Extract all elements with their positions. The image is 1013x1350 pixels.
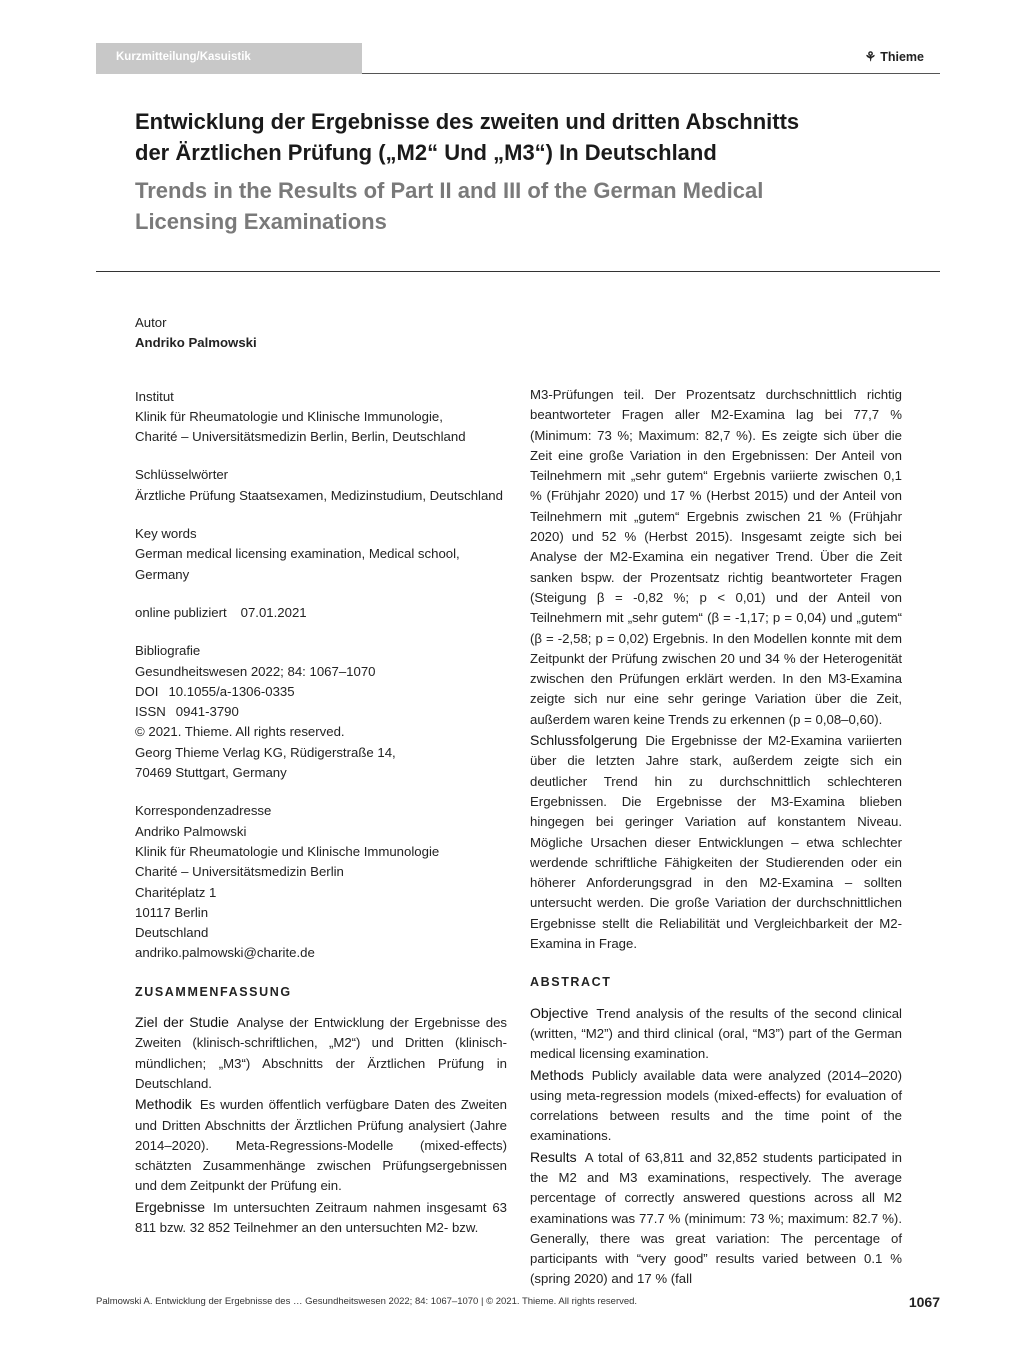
online-label: online publiziert bbox=[135, 604, 227, 620]
correspondence-line4: 10117 Berlin bbox=[135, 904, 209, 920]
objective-text: Trend analysis of the results of the second clinical (written, “M2”) and third clinical (oral, “M3”) part of the German medical licensing examination. bbox=[530, 1005, 902, 1062]
publisher-brand bbox=[865, 49, 924, 65]
schluesselwoerter-block bbox=[135, 465, 507, 506]
keywords-line2: Germany bbox=[135, 566, 190, 582]
publisher-address-line2: 70469 Stuttgart, Germany bbox=[135, 765, 287, 781]
right-column bbox=[530, 385, 902, 1290]
title-english bbox=[135, 175, 895, 237]
correspondence-line5: Deutschland bbox=[135, 925, 209, 941]
thieme-logo-icon: ⚘ bbox=[864, 49, 877, 64]
correspondence-label: Korrespondenzadresse bbox=[135, 803, 272, 819]
results-text: A total of 63,811 and 32,852 students participated in the M2 and M3 examinations, respectively. The average percentage of correctly answered questions across all M2 examinations was 77.7 % (minimum: 73 %; maximum: 82.7 %). Generally, there was great variation: The percentage of participants with “very good” results varied between 0.1 % (spring 2020) and 17 % (fall bbox=[530, 1149, 902, 1287]
methods-label: Methods bbox=[530, 1066, 584, 1083]
title-german bbox=[135, 106, 895, 168]
title-german-line2: der Ärztlichen Prüfung („M2“ Und „M3“) In Deutschland bbox=[135, 140, 717, 165]
schluesselwoerter-label: Schlüsselwörter bbox=[135, 467, 229, 483]
title-german-line1: Entwicklung der Ergebnisse des zweiten und dritten Abschnitts bbox=[135, 109, 800, 134]
journal-citation: Gesundheitswesen 2022; 84: 1067–1070 bbox=[135, 663, 376, 679]
ergebnisse-continuation: M3-Prüfungen teil. Der Prozentsatz durchschnittlich richtig beantworteter Fragen aller M2-Examina lag bei 77,7 % (Minimum: 73 %; Maximum: 82,7 %). Es zeigte sich über die Zeit eine große Variation in den Ergebnissen: Der Anteil von Teilnehmern mit „sehr gutem“ Ergebnis variierte zwischen 0,1 % (Frühjahr 2020) und 17 % (Herbst 2015) und der Anteil von Teilnehmern mit „gutem“ Ergebnis zwischen 21 % (Frühjahr 2020) und 52 % (Herbst 2015). Insgesamt zeigte sich bei Analyse der M2-Examina ein negativer Trend. Über die Zeit sanken bspw. der Prozentsatz richtig beantworteter Fragen (Steigung β = -0,82 %; p < 0,01) und der Anteil von Teilnehmern mit „sehr gutem“ (β = -1,17; p = 0,04) und „gutem“ (β = -2,58; p = 0,02) Ergebnis. In den Modellen konnte mit dem Zeitpunkt der Prüfung zwischen 20 und 34 % der Heterogenität zwischen den Prüfungen erklärt werden. In den M3-Examina zeigte sich nur eine sehr geringe Variation über die Zeit, außerdem waren keine Trends zu erkennen (p = 0,08–0,60). bbox=[530, 387, 902, 727]
methods-text: Publicly available data were analyzed (2014–2020) using meta-regression models (mixed-effects) for evaluation of correlations between results and the time point of the examinations. bbox=[530, 1067, 902, 1144]
ziel-paragraph bbox=[135, 1012, 507, 1094]
institute-label: Institut bbox=[135, 388, 174, 404]
ergebnisse-paragraph bbox=[135, 1197, 507, 1239]
institute-block bbox=[135, 387, 507, 448]
issn-label: ISSN bbox=[135, 704, 166, 720]
issn-value: 0941-3790 bbox=[175, 704, 239, 720]
publisher-address-line1: Georg Thieme Verlag KG, Rüdigerstraße 14, bbox=[135, 744, 396, 760]
zusammenfassung-heading: ZUSAMMENFASSUNG bbox=[135, 984, 292, 999]
header-rule bbox=[362, 73, 940, 74]
correspondence-name: Andriko Palmowski bbox=[135, 823, 247, 839]
title-english-line2: Licensing Examinations bbox=[135, 209, 387, 234]
title-rule bbox=[96, 271, 940, 272]
results-label: Results bbox=[530, 1148, 577, 1165]
ziel-text: Analyse der Entwicklung der Ergebnisse des Zweiten (klinisch-schriftlichen, „M2“) und Dritten (klinisch-mündlichen; „M3“) Abschnitts der Ärztlichen Prüfung in Deutschland. bbox=[135, 1015, 507, 1091]
page-number: 1067 bbox=[908, 1294, 940, 1310]
keywords-block bbox=[135, 524, 507, 585]
correspondence-block bbox=[135, 801, 507, 963]
abstract-heading: ABSTRACT bbox=[530, 975, 612, 990]
online-published bbox=[135, 603, 507, 623]
publisher-name: Thieme bbox=[880, 50, 924, 64]
schluss-paragraph bbox=[530, 730, 902, 954]
methods-paragraph bbox=[530, 1065, 902, 1147]
objective-paragraph bbox=[530, 1003, 902, 1065]
bibliografie-label: Bibliografie bbox=[135, 643, 201, 659]
left-column bbox=[135, 313, 507, 1238]
correspondence-line3: Charitéplatz 1 bbox=[135, 884, 217, 900]
keywords-line1: German medical licensing examination, Medical school, bbox=[135, 546, 460, 562]
methodik-text: Es wurden öffentlich verfügbare Daten des Zweiten und Dritten Abschnitts der Ärztlichen Prüfung analysiert (Jahre 2014–2020). Meta-Regressions-Modelle (mixed-effects) schätzten Zusammenhänge zwischen Prüfungsergebnissen und dem Zeitpunkt der Prüfung ein. bbox=[135, 1097, 507, 1194]
keywords-label: Key words bbox=[135, 526, 197, 542]
objective-label: Objective bbox=[530, 1004, 589, 1021]
institute-line1: Klinik für Rheumatologie und Klinische Immunologie, bbox=[135, 408, 443, 424]
correspondence-email[interactable]: andriko.palmowski@charite.de bbox=[135, 945, 315, 961]
ergebnisse-label: Ergebnisse bbox=[135, 1198, 206, 1215]
online-date: 07.01.2021 bbox=[240, 604, 307, 620]
title-english-line1: Trends in the Results of Part II and III of the German Medical bbox=[135, 178, 764, 203]
correspondence-line1: Klinik für Rheumatologie und Klinische Immunologie bbox=[135, 843, 440, 859]
ziel-label: Ziel der Studie bbox=[135, 1014, 229, 1031]
institute-line2: Charité – Universitätsmedizin Berlin, Berlin, Deutschland bbox=[135, 429, 466, 445]
author-name: Andriko Palmowski bbox=[135, 335, 257, 351]
ergebnisse-text: Im untersuchten Zeitraum nahmen insgesamt 63 811 bzw. 32 852 Teilnehmer an den untersuchten M2- bzw. bbox=[135, 1199, 507, 1235]
bibliografie-block bbox=[135, 641, 507, 783]
author-label: Autor bbox=[135, 315, 167, 330]
correspondence-line2: Charité – Universitätsmedizin Berlin bbox=[135, 864, 344, 880]
author-block bbox=[135, 313, 507, 354]
methodik-paragraph bbox=[135, 1094, 507, 1196]
results-paragraph bbox=[530, 1147, 902, 1290]
methodik-label: Methodik bbox=[135, 1096, 192, 1113]
schluesselwoerter-text: Ärztliche Prüfung Staatsexamen, Medizinstudium, Deutschland bbox=[135, 487, 503, 503]
section-tag: Kurzmitteilung/Kasuistik bbox=[96, 43, 362, 74]
doi-label: DOI bbox=[135, 683, 159, 699]
schluss-text: Die Ergebnisse der M2-Examina variierten über die letzten Jahre stark, außerdem zeigte sich ein deutlicher Trend hin zu durchschnittlich schlechteren Ergebnissen. Die Ergebnisse der M3-Examina blieben hingegen bei geringer Variation auf konstantem Niveau. Mögliche Ursachen dieser Entwicklungen – etwa schlechter werdende schriftliche Fähigkeiten der Studierenden oder ein höherer Anforderungsgrad in den M2-Examina – sollten untersucht werden. Die große Variation der durchschnittlichen Ergebnisse stellt die Reliabilität und Vergleichbarkeit der M2-Examina in Frage. bbox=[530, 733, 902, 952]
footer-citation: Palmowski A. Entwicklung der Ergebnisse des … Gesundheitswesen 2022; 84: 1067–1070 | © 2021. Thieme. All rights reserved. bbox=[96, 1296, 638, 1307]
schluss-label: Schlussfolgerung bbox=[530, 732, 638, 749]
doi-value[interactable]: 10.1055/a-1306-0335 bbox=[168, 683, 295, 699]
copyright-line: © 2021. Thieme. All rights reserved. bbox=[135, 724, 345, 740]
